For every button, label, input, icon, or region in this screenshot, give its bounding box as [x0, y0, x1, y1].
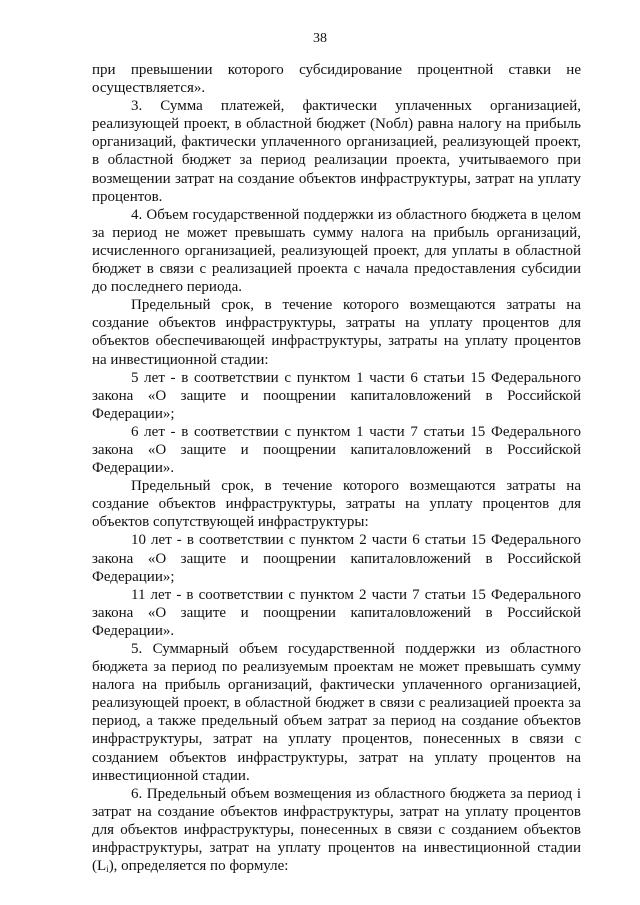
paragraph-term-11-years: 11 лет - в соответствии с пунктом 2 части 7 статьи 15 Федерального закона «О защите и поощрении капиталовложений в Российской Федерации». — [92, 586, 581, 639]
paragraph-term-intro-1: Предельный срок, в течение которого возмещаются затраты на создание объектов инфраструктуры, затраты на уплату процентов для объектов обеспечивающей инфраструктуры, затраты на уплату процентов на инвестиционной стадии: — [92, 297, 581, 368]
paragraph-term-5-years: 5 лет - в соответствии с пунктом 1 части 6 статьи 15 Федерального закона «О защите и поощрении капиталовложений в Российской Федерации»; — [92, 369, 581, 422]
paragraph-continuation: при превышении которого субсидирование процентной ставки не осуществляется». — [92, 62, 581, 97]
paragraph-term-intro-2: Предельный срок, в течение которого возмещаются затраты на создание объектов инфраструктуры, затраты на уплату процентов для объектов сопутствующей инфраструктуры: — [92, 478, 581, 531]
paragraph-item-6-tail: ), определяется по формуле: — [108, 858, 289, 875]
page-number: 38 — [313, 31, 327, 46]
paragraph-term-10-years: 10 лет - в соответствии с пунктом 2 части 6 статьи 15 Федерального закона «О защите и поощрении капиталовложений в Российской Федерации»; — [92, 532, 581, 585]
paragraph-item-5: 5. Суммарный объем государственной поддержки из областного бюджета за период по реализуемым проектам не может превышать сумму налога на прибыль организаций, фактически уплаченного организацией, реализующей проект, в областной бюджет в связи с реализацией проекта за период, а также предельный объем затрат за период на создание объектов инфраструктуры, затрат на уплату процентов, понесенных в связи с созданием объектов инфраструктуры, затрат на уплату процентов на инвестиционной стадии. — [92, 641, 581, 784]
paragraph-term-6-years: 6 лет - в соответствии с пунктом 1 части 7 статьи 15 Федерального закона «О защите и поощрении капиталовложений в Российской Федерации». — [92, 423, 581, 477]
paragraph-item-4: 4. Объем государственной поддержки из областного бюджета в целом за период не может превышать сумму налога на прибыль организаций, исчисленного организацией, реализующей проект, для уплаты в областной бюджет в связи с реализацией проекта с начала предоставления субсидии до последнего периода. — [92, 206, 581, 296]
paragraph-item-6 — [92, 785, 581, 875]
document-body — [92, 61, 581, 875]
paragraph-item-6-text: 6. Предельный объем возмещения из областного бюджета за период i затрат на создание объектов инфраструктуры, затрат на уплату процентов для объектов инфраструктуры, понесенных в связи с созданием объектов инфраструктуры, затрат на уплату процентов на инвестиционной стадии (L — [92, 785, 581, 875]
paragraph-item-3: 3. Сумма платежей, фактически уплаченных организацией, реализующей проект, в областной бюджет (Nобл) равна налогу на прибыль организаций, фактически уплаченного организацией, реализующей проект, в областной бюджет за период реализации проекта, учитываемого при возмещении затрат на создание объектов инфраструктуры, затрат на уплату процентов. — [92, 98, 581, 205]
subscript-i: i — [106, 864, 109, 875]
